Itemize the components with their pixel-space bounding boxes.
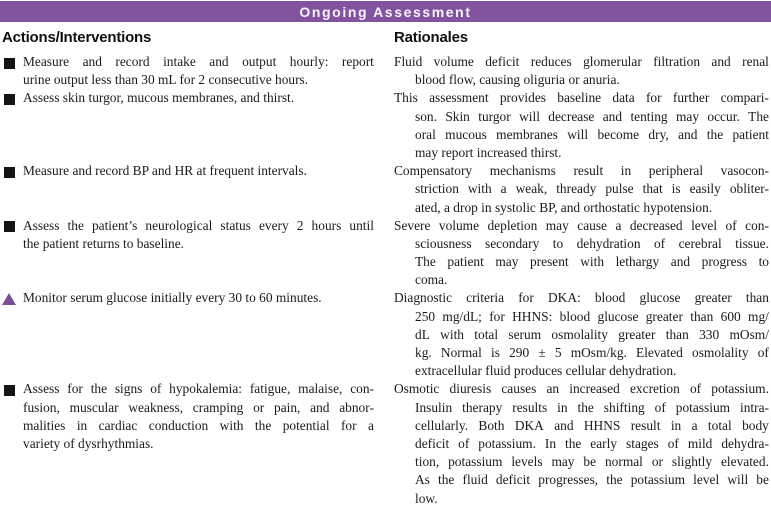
text-line: ated, a drop in systolic BP, and orthostatic hypotension. [415,199,713,215]
section-header-bar [0,1,771,22]
text-line: The patient may present with lethargy and progress to [415,254,769,270]
text-line: low. [415,490,438,506]
text-line: oral mucous membranes will become dry, and the patient [415,126,769,142]
action-item [0,380,374,453]
text-line: urine output less than 30 mL for 2 consecutive hours. [23,72,309,88]
table-row [0,380,771,507]
text-line: Assess for the signs of hypokalemia: fatigue, malaise, con- [23,381,374,397]
square-bullet-icon [4,221,15,232]
action-item [0,217,374,253]
text-line: may report increased thirst. [415,144,562,160]
text-line: Assess skin turgor, mucous membranes, and thirst. [23,90,295,106]
text-line: 250 mg/dL; for HHNS: blood glucose greater than 600 mg/ [415,308,769,324]
text-line: sciousness secondary to dehydration of cerebral tissue. [415,235,769,251]
text-line: son. Skin turgor will decrease and tenting may occur. The [415,108,769,124]
text-line: cellularly. Both DKA and HHNS result in a total body [415,417,769,433]
text-line: tion, potassium levels may be normal or slightly elevated. [415,454,769,470]
text-line: kg. Normal is 290 ± 5 mOsm/kg. Elevated osmolality of [415,345,769,360]
rationale-item [394,217,771,290]
page-title: Ongoing Assessment [299,3,472,20]
text-line: malities in cardiac conduction with the potential for a [23,417,374,433]
square-bullet-icon [4,167,15,178]
action-item [0,89,374,107]
text-line: Insulin therapy results in the shifting of potassium intra- [415,399,769,415]
text-line: Severe volume depletion may cause a decreased level of con- [394,217,769,233]
text-line: the patient returns to baseline. [23,235,185,251]
column-headings [0,30,771,46]
rationale-item [394,162,771,217]
text-line: variety of dysrhythmias. [23,435,154,451]
text-line: Diagnostic criteria for DKA: blood glucose greater than [394,290,769,306]
table-row [0,162,771,217]
text-line: Fluid volume deficit reduces glomerular filtration and renal [394,54,769,69]
column-heading-rationales: Rationales [394,29,468,46]
text-line: extracellular fluid produces cellular dehydration. [415,363,677,379]
table-row [0,289,771,380]
table-row [0,217,771,290]
column-heading-actions: Actions/Interventions [2,29,152,46]
text-line: coma. [415,272,448,288]
text-line: Assess the patient’s neurological status every 2 hours until [23,217,374,233]
table-row [0,53,771,89]
text-line: Compensatory mechanisms result in peripheral vasocon- [394,163,769,179]
text-line: fusion, muscular weakness, cramping or pain, and abnor- [23,399,374,415]
text-line: This assessment provides baseline data for further compari- [394,90,769,106]
text-line: As the fluid deficit progresses, the potassium level will be [415,472,769,488]
text-line: deficit of potassium. In the early stages of mild dehydra- [415,435,769,451]
text-line: Measure and record BP and HR at frequent intervals. [23,163,307,179]
square-bullet-icon [4,385,15,396]
action-item [0,162,374,180]
rationale-item [394,380,771,507]
action-item [0,53,374,89]
text-line: Osmotic diuresis causes an increased excretion of potassium. [394,381,769,397]
text-line: blood flow, causing oliguria or anuria. [415,72,620,88]
text-line: Monitor serum glucose initially every 30 to 60 minutes. [23,290,322,306]
table-row [0,89,771,162]
triangle-bullet-icon [2,293,16,305]
square-bullet-icon [4,58,15,69]
assessment-rows [0,53,771,508]
rationale-item [394,89,771,162]
text-line: Measure and record intake and output hourly: report [23,54,374,69]
rationale-item [394,53,771,89]
rationale-item [394,289,771,380]
square-bullet-icon [4,94,15,105]
text-line: striction with a weak, thready pulse that is easily obliter- [415,181,769,197]
action-item [0,289,374,307]
text-line: dL with total serum osmolality greater than 330 mOsm/ [415,326,769,342]
